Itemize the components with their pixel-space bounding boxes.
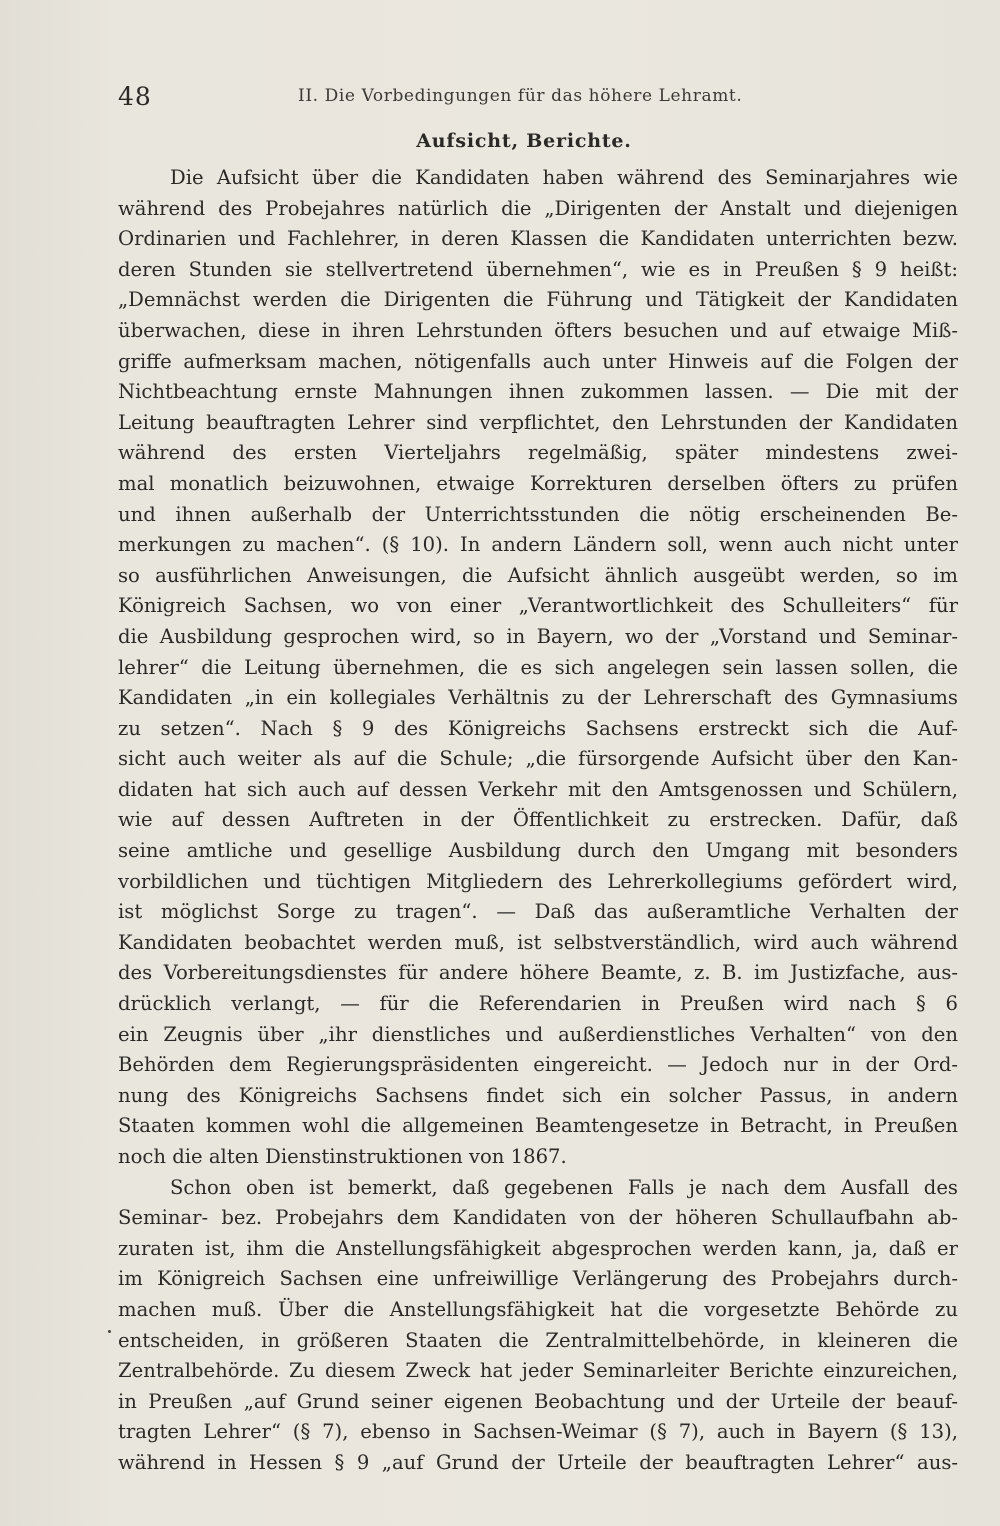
text-line: Kandidaten beobachtet werden muß, ist selbstverständlich, wird auch während: [118, 930, 958, 954]
text-line: zuraten ist, ihm die Anstellungsfähigkeit abgesprochen werden kann, ja, daß er: [118, 1236, 958, 1260]
text-line: ist möglichst Sorge zu tragen“. — Daß das außeramtliche Verhalten der: [118, 900, 958, 924]
text-line: während des ersten Vierteljahrs regelmäßig, später mindestens zwei-: [118, 441, 958, 465]
text-line: in Preußen „auf Grund seiner eigenen Beobachtung und der Urteile der beauf-: [118, 1389, 958, 1413]
text-line: des Vorbereitungsdienstes für andere höhere Beamte, z. B. im Justizfache, aus-: [118, 961, 958, 985]
text-line: deren Stunden sie stellvertretend übernehmen“, wie es in Preußen § 9 heißt:: [118, 257, 958, 281]
text-line: Ordinarien und Fachlehrer, in deren Klassen die Kandidaten unterrichten bezw.: [118, 227, 958, 251]
text-line: die Ausbildung gesprochen wird, so in Bayern, wo der „Vorstand und Seminar-: [118, 624, 958, 648]
text-line: Schon oben ist bemerkt, daß gegebenen Falls je nach dem Ausfall des: [170, 1175, 958, 1199]
text-line: ein Zeugnis über „ihr dienstliches und außerdienstliches Verhalten“ von den: [118, 1022, 958, 1046]
text-line: wie auf dessen Auftreten in der Öffentlichkeit zu erstrecken. Dafür, daß: [118, 808, 958, 832]
text-line: lehrer“ die Leitung übernehmen, die es sich angelegen sein lassen sollen, die: [118, 655, 958, 679]
text-line: merkungen zu machen“. (§ 10). In andern Ländern soll, wenn auch nicht unter: [118, 533, 958, 557]
text-line: Zentralbehörde. Zu diesem Zweck hat jeder Seminarleiter Berichte einzureichen,: [118, 1359, 958, 1383]
text-line: so ausführlichen Anweisungen, die Aufsicht ähnlich ausgeübt werden, so im: [118, 563, 958, 587]
text-line: während in Hessen § 9 „auf Grund der Urteile der beauftragten Lehrer“ aus-: [118, 1450, 958, 1474]
text-line: drücklich verlangt, — für die Referendarien in Preußen wird nach § 6: [118, 992, 958, 1016]
text-line: Nichtbeachtung ernste Mahnungen ihnen zukommen lassen. — Die mit der: [118, 380, 958, 404]
text-line: überwachen, diese in ihren Lehrstunden öfters besuchen und auf etwaige Miß-: [118, 318, 958, 342]
text-line: mal monatlich beizuwohnen, etwaige Korrekturen derselben öfters zu prüfen: [118, 471, 958, 495]
text-line: machen muß. Über die Anstellungsfähigkeit hat die vorgesetzte Behörde zu: [118, 1297, 958, 1321]
text-line: Die Aufsicht über die Kandidaten haben während des Seminarjahres wie: [170, 166, 958, 189]
text-line: zu setzen“. Nach § 9 des Königreichs Sachsens erstreckt sich die Auf-: [118, 716, 958, 740]
text-line: Königreich Sachsen, wo von einer „Verantwortlichkeit des Schulleiters“ für: [118, 594, 958, 618]
section-title: Aufsicht, Berichte.: [416, 130, 632, 152]
body-text: [118, 163, 958, 1479]
text-line: Behörden dem Regierungspräsidenten eingereicht. — Jedoch nur in der Ord-: [118, 1053, 958, 1077]
page-number: 48: [118, 82, 152, 111]
running-head: II. Die Vorbedingungen für das höhere Lehramt.: [298, 86, 743, 106]
text-line: Staaten kommen wohl die allgemeinen Beamtengesetze in Betracht, in Preußen: [118, 1114, 958, 1138]
text-line: sicht auch weiter als auf die Schule; „die fürsorgende Aufsicht über den Kan-: [118, 747, 958, 771]
text-line: im Königreich Sachsen eine unfreiwillige Verlängerung des Probejahrs durch-: [118, 1267, 958, 1291]
text-line: Kandidaten „in ein kollegiales Verhältnis zu der Lehrerschaft des Gymnasiums: [118, 686, 958, 710]
text-line: und ihnen außerhalb der Unterrichtsstunden die nötig erscheinenden Be-: [118, 502, 958, 526]
text-line: griffe aufmerksam machen, nötigenfalls auch unter Hinweis auf die Folgen der: [118, 349, 958, 373]
text-line: tragten Lehrer“ (§ 7), ebenso in Sachsen-Weimar (§ 7), auch in Bayern (§ 13),: [118, 1420, 958, 1444]
margin-dot: [108, 1330, 111, 1333]
text-line: Seminar- bez. Probejahrs dem Kandidaten von der höheren Schullaufbahn ab-: [118, 1206, 958, 1230]
text-line: während des Probejahres natürlich die „Dirigenten der Anstalt und diejenigen: [118, 196, 958, 220]
text-line: „Demnächst werden die Dirigenten die Führung und Tätigkeit der Kandidaten: [118, 288, 958, 312]
text-line: entscheiden, in größeren Staaten die Zentralmittelbehörde, in kleineren die: [118, 1328, 958, 1352]
page-header: [118, 78, 958, 118]
text-line: noch die alten Dienstinstruktionen von 1867.: [118, 1145, 567, 1168]
text-line: seine amtliche und gesellige Ausbildung durch den Umgang mit besonders: [118, 839, 958, 863]
text-line: nung des Königreichs Sachsens findet sich ein solcher Passus, in andern: [118, 1083, 958, 1107]
text-line: didaten hat sich auch auf dessen Verkehr mit den Amtsgenossen und Schülern,: [118, 777, 958, 801]
text-line: Leitung beauftragten Lehrer sind verpflichtet, den Lehrstunden der Kandidaten: [118, 410, 958, 434]
text-line: vorbildlichen und tüchtigen Mitgliedern des Lehrerkollegiums gefördert wird,: [118, 869, 958, 893]
